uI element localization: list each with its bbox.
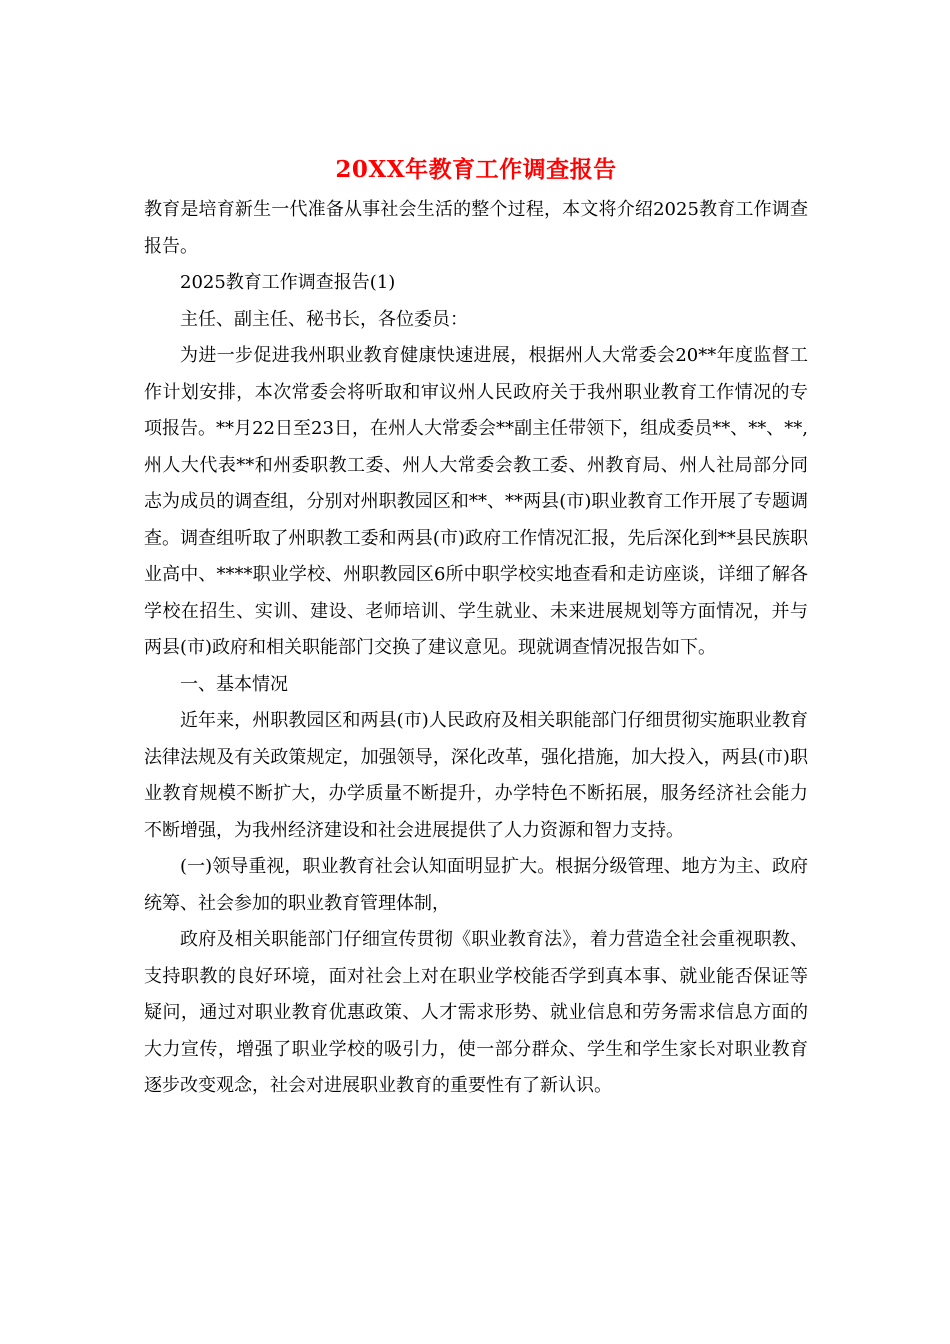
section-heading-basic-situation: 一、基本情况 bbox=[180, 673, 288, 695]
paragraph-background: 为进一步促进我州职业教育健康快速进展，根据州人大常委会20**年度监督工作计划安排，本次常委会将听取和审议州人民政府关于我州职业教育工作情况的专项报告。**月22日至23日，在州人大常委会**副主任带领下，组成委员**、**、**,州人大代表**和州委职教工委、州人大常委会教工委、州教育局、州人社局部分同志为成员的调查组，分别对州职教园区和**、**两县(市)职业教育工作开展了专题调查。调查组听取了州职教工委和两县(市)政府工作情况汇报，先后深化到**县民族职业高中、****职业学校、州职教园区6所中职学校实地查看和走访座谈，详细了解各学校在招生、实训、建设、老师培训、学生就业、未来进展规划等方面情况，并与两县(市)政府和相关职能部门交换了建议意见。现就调查情况报告如下。 bbox=[144, 345, 808, 658]
paragraph-salutation: 主任、副主任、秘书长，各位委员： bbox=[180, 308, 468, 330]
paragraph-leadership: (一)领导重视，职业教育社会认知面明显扩大。根据分级管理、地方为主、政府统筹、社会参加的职业教育管理体制， bbox=[144, 856, 808, 914]
paragraph-report-heading: 2025教育工作调查报告(1) bbox=[180, 272, 396, 293]
document-body bbox=[144, 150, 808, 1105]
document-title: 20XX年教育工作调查报告 bbox=[335, 156, 617, 183]
paragraph-recent-years: 近年来，州职教园区和两县(市)人民政府及相关职能部门仔细贯彻实施职业教育法律法规及有关政策规定，加强领导，深化改革，强化措施，加大投入，两县(市)职业教育规模不断扩大，办学质量不断提升，办学特色不断拓展，服务经济社会能力不断增强，为我州经济建设和社会进展提供了人力资源和智力支持。 bbox=[144, 710, 808, 841]
paragraph-publicity: 政府及相关职能部门仔细宣传贯彻《职业教育法》，着力营造全社会重视职教、支持职教的良好环境，面对社会上对在职业学校能否学到真本事、就业能否保证等疑问，通过对职业教育优惠政策、人才需求形势、就业信息和劳务需求信息方面的大力宣传，增强了职业学校的吸引力，使一部分群众、学生和学生家长对职业教育逐步改变观念，社会对进展职业教育的重要性有了新认识。 bbox=[144, 929, 808, 1096]
paragraph-intro: 教育是培育新生一代准备从事社会生活的整个过程，本文将介绍2025教育工作调查报告。 bbox=[144, 199, 808, 257]
